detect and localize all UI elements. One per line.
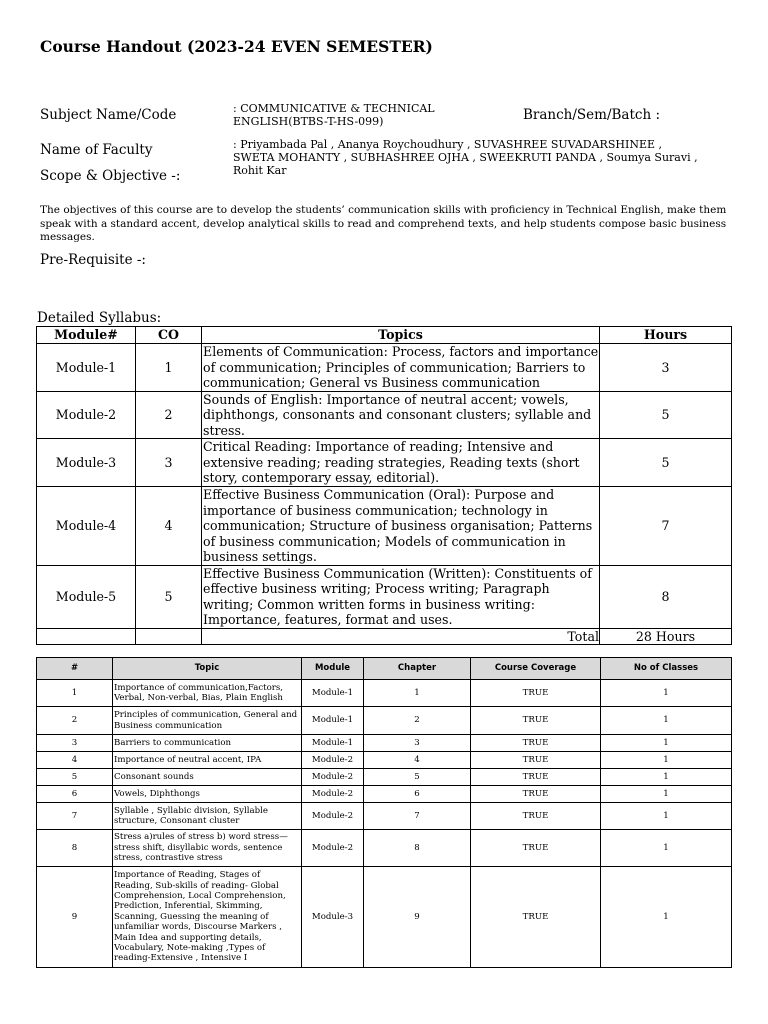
number-cell: 1 <box>37 680 113 707</box>
prerequisite-label: Pre-Requisite -: <box>40 252 146 268</box>
number-cell: 7 <box>37 803 113 830</box>
scope-label: Scope & Objective -: <box>40 168 181 184</box>
page-title: Course Handout (2023-24 EVEN SEMESTER) <box>40 37 433 56</box>
module-cell: Module-2 <box>37 391 136 439</box>
table-row <box>37 769 732 786</box>
total-value: 28 Hours <box>600 628 732 645</box>
topic-cell: Syllable , Syllabic division, Syllable structure, Consonant cluster <box>113 803 302 830</box>
total-label: Total <box>202 628 600 645</box>
classes-header: No of Classes <box>601 658 732 680</box>
topic-cell: Stress a)rules of stress b) word stress—stress shift, disyllabic words, sentence stress, contrastive stress <box>113 830 302 867</box>
module-header: Module# <box>37 327 136 344</box>
co-cell: 5 <box>136 565 202 628</box>
chapter-cell: 5 <box>364 769 471 786</box>
chapter-cell: 2 <box>364 707 471 735</box>
coverage-cell: TRUE <box>471 867 601 968</box>
coverage-cell: TRUE <box>471 707 601 735</box>
module-cell: Module-2 <box>302 769 364 786</box>
module-cell: Module-3 <box>302 867 364 968</box>
table-row <box>37 786 732 803</box>
classes-cell: 1 <box>601 735 732 752</box>
empty-cell <box>37 628 136 645</box>
subject-label: Subject Name/Code <box>40 107 177 123</box>
chapter-cell: 1 <box>364 680 471 707</box>
syllabus-row <box>37 565 732 628</box>
table-row <box>37 803 732 830</box>
syllabus-label: Detailed Syllabus: <box>37 310 162 326</box>
chapter-cell: 6 <box>364 786 471 803</box>
number-header: # <box>37 658 113 680</box>
hours-cell: 8 <box>600 565 732 628</box>
chapter-cell: 4 <box>364 752 471 769</box>
topics-header: Topics <box>202 327 600 344</box>
number-cell: 9 <box>37 867 113 968</box>
number-cell: 8 <box>37 830 113 867</box>
coverage-cell: TRUE <box>471 680 601 707</box>
module-cell: Module-3 <box>37 439 136 487</box>
syllabus-total-row <box>37 628 732 645</box>
chapter-cell: 3 <box>364 735 471 752</box>
table-row <box>37 867 732 968</box>
syllabus-row <box>37 344 732 392</box>
topic-cell: Barriers to communication <box>113 735 302 752</box>
module-cell: Module-1 <box>302 680 364 707</box>
module-cell: Module-2 <box>302 803 364 830</box>
coverage-cell: TRUE <box>471 803 601 830</box>
hours-header: Hours <box>600 327 732 344</box>
topic-cell: Principles of communication, General and Business communication <box>113 707 302 735</box>
number-cell: 4 <box>37 752 113 769</box>
module-cell: Module-5 <box>37 565 136 628</box>
topic-cell: Vowels, Diphthongs <box>113 786 302 803</box>
faculty-value: : Priyambada Pal , Ananya Roychoudhury , SUVASHREE SUVADARSHINEE , SWETA MOHANTY , SUBHASHREE OJHA , SWEEKRUTI PANDA , Soumya Suravi , Rohit Kar <box>233 138 698 177</box>
classes-cell: 1 <box>601 786 732 803</box>
module-cell: Module-1 <box>37 344 136 392</box>
classes-cell: 1 <box>601 707 732 735</box>
subject-value: : COMMUNICATIVE & TECHNICAL ENGLISH(BTBS-T-HS-099) <box>233 102 435 128</box>
table-row <box>37 707 732 735</box>
lesson-plan-header-row <box>37 658 732 680</box>
classes-cell: 1 <box>601 830 732 867</box>
topics-cell: Effective Business Communication (Oral): Purpose and importance of business communication; technology in communication; Structure of business organisation; Patterns of business communication; Models of communication in business settings. <box>202 487 600 566</box>
lesson-plan-table <box>36 657 732 968</box>
topics-cell: Effective Business Communication (Written): Constituents of effective business writing; Process writing; Paragraph writing; Common written forms in business writing: Importance, features, format and uses. <box>202 565 600 628</box>
topic-cell: Importance of Reading, Stages of Reading, Sub-skills of reading- Global Comprehension, Local Comprehension, Prediction, Inferential, Skimming, Scanning, Guessing the meaning of unfamiliar words, Discourse Markers , Main Idea and supporting details, Vocabulary, Note-making ,Types of reading-Extensive , Intensive I <box>113 867 302 968</box>
module-cell: Module-4 <box>37 487 136 566</box>
classes-cell: 1 <box>601 867 732 968</box>
hours-cell: 5 <box>600 391 732 439</box>
topic-cell: Importance of neutral accent, IPA <box>113 752 302 769</box>
table-row <box>37 735 732 752</box>
syllabus-table <box>36 326 732 645</box>
number-cell: 2 <box>37 707 113 735</box>
coverage-header: Course Coverage <box>471 658 601 680</box>
topics-cell: Sounds of English: Importance of neutral accent; vowels, diphthongs, consonants and consonant clusters; syllable and stress. <box>202 391 600 439</box>
co-header: CO <box>136 327 202 344</box>
table-row <box>37 830 732 867</box>
classes-cell: 1 <box>601 680 732 707</box>
co-cell: 2 <box>136 391 202 439</box>
table-row <box>37 752 732 769</box>
syllabus-row <box>37 439 732 487</box>
empty-cell <box>136 628 202 645</box>
coverage-cell: TRUE <box>471 735 601 752</box>
module-cell: Module-2 <box>302 752 364 769</box>
hours-cell: 5 <box>600 439 732 487</box>
faculty-label: Name of Faculty <box>40 142 153 158</box>
classes-cell: 1 <box>601 803 732 830</box>
coverage-cell: TRUE <box>471 752 601 769</box>
branch-label: Branch/Sem/Batch : <box>523 107 660 123</box>
number-cell: 5 <box>37 769 113 786</box>
topics-cell: Elements of Communication: Process, factors and importance of communication; Principles of communication; Barriers to communication; General vs Business communication <box>203 344 599 390</box>
syllabus-row <box>37 487 732 566</box>
classes-cell: 1 <box>601 769 732 786</box>
objective-paragraph: The objectives of this course are to develop the students’ communication skills with proficiency in Technical English, make them speak with a standard accent, develop analytical skills to read and comprehend texts, and help students compose basic business messages. <box>40 204 727 243</box>
number-cell: 3 <box>37 735 113 752</box>
co-cell: 3 <box>136 439 202 487</box>
module-cell: Module-2 <box>302 786 364 803</box>
module-cell: Module-2 <box>302 830 364 867</box>
module-cell: Module-1 <box>302 735 364 752</box>
chapter-cell: 9 <box>364 867 471 968</box>
chapter-cell: 8 <box>364 830 471 867</box>
syllabus-header-row <box>37 327 732 344</box>
topic-cell: Importance of communication,Factors, Verbal, Non-verbal, Bias, Plain English <box>113 680 302 707</box>
topic-cell: Consonant sounds <box>113 769 302 786</box>
classes-cell: 1 <box>601 752 732 769</box>
topics-cell: Critical Reading: Importance of reading; Intensive and extensive reading; reading strategies, Reading texts (short story, contemporary essay, editorial). <box>202 439 600 487</box>
coverage-cell: TRUE <box>471 786 601 803</box>
topic-header: Topic <box>113 658 302 680</box>
chapter-cell: 7 <box>364 803 471 830</box>
module-header: Module <box>302 658 364 680</box>
coverage-cell: TRUE <box>471 769 601 786</box>
module-cell: Module-1 <box>302 707 364 735</box>
co-cell: 1 <box>136 344 202 392</box>
number-cell: 6 <box>37 786 113 803</box>
co-cell: 4 <box>136 487 202 566</box>
hours-cell: 3 <box>600 344 732 392</box>
hours-cell: 7 <box>600 487 732 566</box>
coverage-cell: TRUE <box>471 830 601 867</box>
syllabus-row <box>37 391 732 439</box>
table-row <box>37 680 732 707</box>
chapter-header: Chapter <box>364 658 471 680</box>
